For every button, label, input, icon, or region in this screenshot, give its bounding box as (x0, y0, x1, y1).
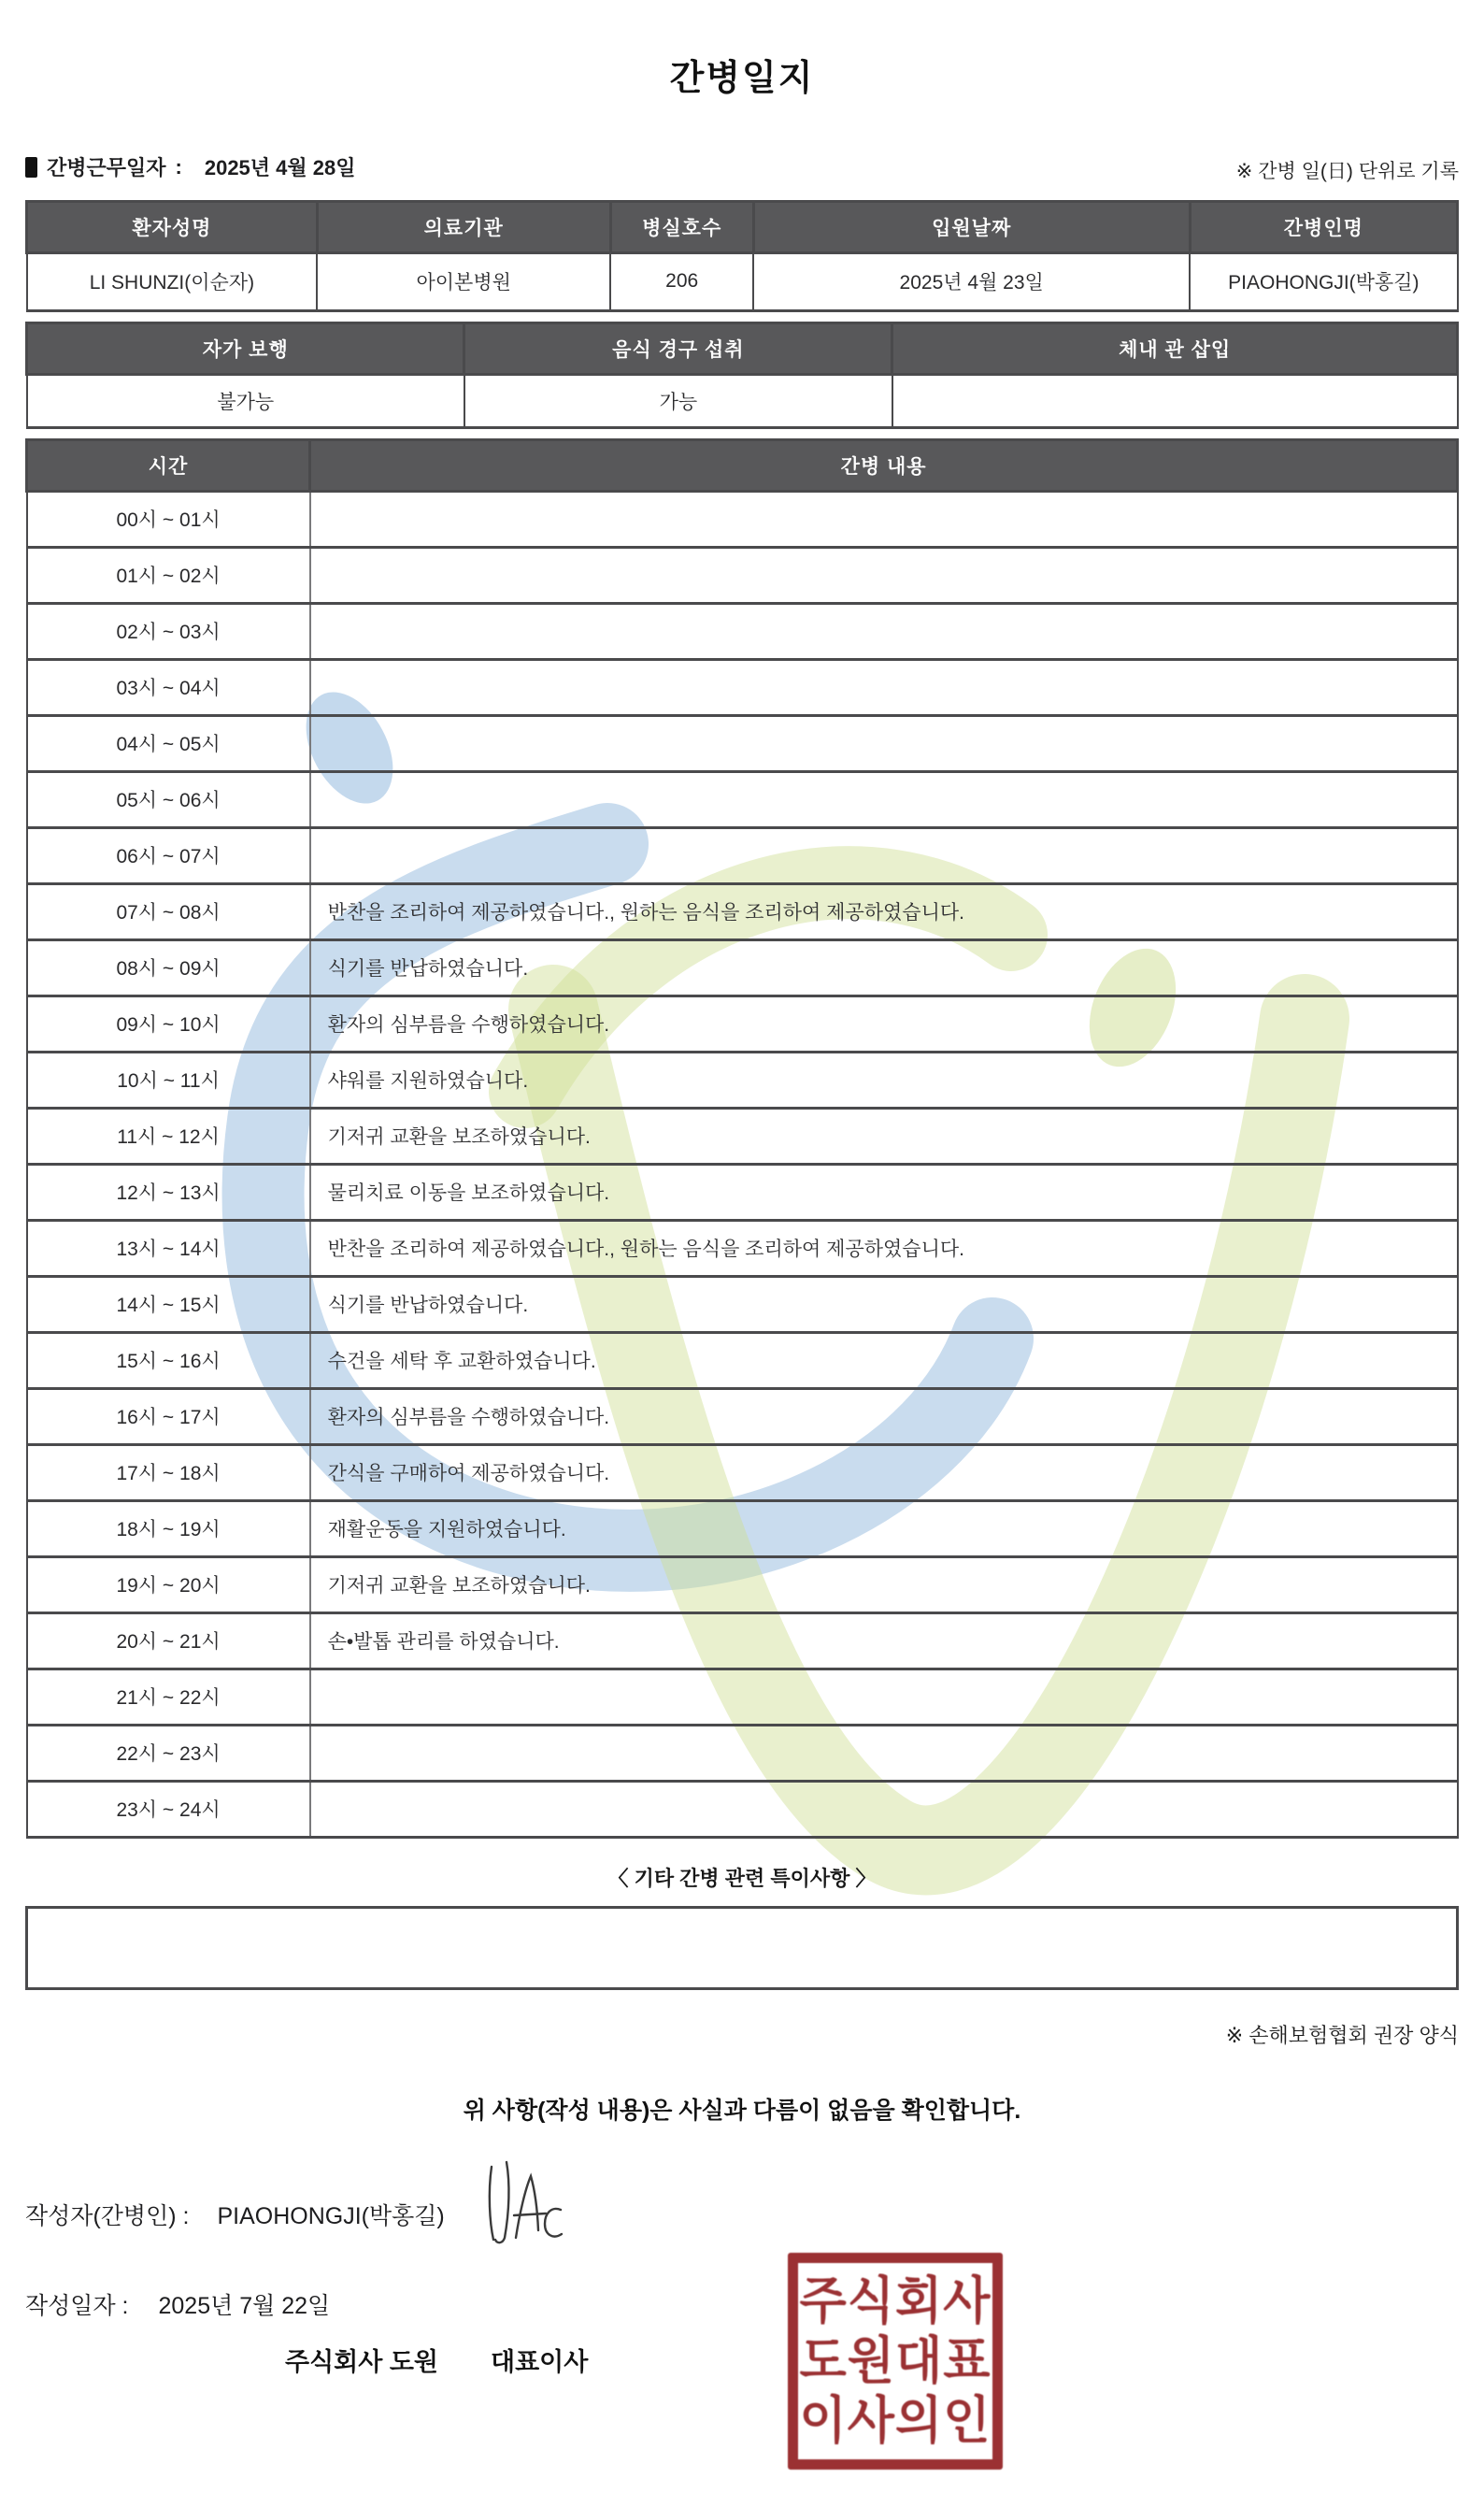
care-content-cell (310, 659, 1458, 715)
time-slot-label: 20시 ~ 21시 (27, 1612, 310, 1669)
page-title: 간병일지 (669, 59, 815, 98)
time-slot-label: 22시 ~ 23시 (27, 1725, 310, 1781)
header-time: 시간 (27, 439, 310, 491)
handwritten-signature (478, 2157, 572, 2246)
care-log-row (27, 1781, 1458, 1837)
room-number-value: 206 (610, 252, 753, 310)
care-content-cell: 반찬을 조리하여 제공하였습니다., 원하는 음식을 조리하여 제공하였습니다. (310, 883, 1458, 939)
time-slot-label: 06시 ~ 07시 (27, 827, 310, 883)
header-patient-name: 환자성명 (27, 201, 318, 252)
time-slot-label: 17시 ~ 18시 (27, 1444, 310, 1500)
patient-status-table (25, 322, 1459, 429)
time-slot-label: 08시 ~ 09시 (27, 939, 310, 996)
care-log-row (27, 1108, 1458, 1164)
care-content-cell (310, 771, 1458, 827)
time-slot-label: 00시 ~ 01시 (27, 491, 310, 547)
care-content-cell: 간식을 구매하여 제공하였습니다. (310, 1444, 1458, 1500)
care-content-cell: 물리치료 이동을 보조하였습니다. (310, 1164, 1458, 1220)
care-content-cell (310, 603, 1458, 659)
care-content-cell: 기저귀 교환을 보조하였습니다. (310, 1108, 1458, 1164)
time-slot-label: 21시 ~ 22시 (27, 1669, 310, 1725)
care-content-cell: 환자의 심부름을 수행하였습니다. (310, 1388, 1458, 1444)
date-label: 작성일자 : (25, 2292, 129, 2319)
time-slot-label: 14시 ~ 15시 (27, 1276, 310, 1332)
header-internal-tube: 체내 관 삽입 (892, 322, 1458, 374)
care-log-row (27, 771, 1458, 827)
care-log-row (27, 1725, 1458, 1781)
time-slot-label: 13시 ~ 14시 (27, 1220, 310, 1276)
header-caregiver-name: 간병인명 (1190, 201, 1457, 252)
internal-tube-value (892, 374, 1458, 427)
oral-intake-value: 가능 (464, 374, 892, 427)
care-log-row (27, 1556, 1458, 1612)
care-log-row (27, 1669, 1458, 1725)
care-content-cell (310, 1725, 1458, 1781)
care-content-cell (310, 491, 1458, 547)
care-content-cell: 환자의 심부름을 수행하였습니다. (310, 996, 1458, 1052)
patient-info-value-row (27, 252, 1458, 310)
time-slot-label: 05시 ~ 06시 (27, 771, 310, 827)
care-log-row (27, 659, 1458, 715)
form-note: ※ 손해보험협회 권장 양식 (1225, 2023, 1459, 2047)
header-room-number: 병실호수 (610, 201, 753, 252)
stamp-line-1: 주식회사 (799, 2272, 992, 2330)
care-log-row (27, 603, 1458, 659)
care-log-row (27, 1388, 1458, 1444)
confirmation-statement: 위 사항(작성 내용)은 사실과 다름이 없음을 확인합니다. (463, 2097, 1021, 2124)
stamp-line-3: 이사의인 (799, 2392, 992, 2450)
square-bullet-icon (25, 157, 37, 178)
care-content-cell: 식기를 반납하였습니다. (310, 939, 1458, 996)
care-log-row (27, 939, 1458, 996)
work-date-line (25, 152, 355, 181)
time-slot-label: 02시 ~ 03시 (27, 603, 310, 659)
stamp-line-2: 도원대표 (799, 2332, 992, 2390)
care-content-cell (310, 715, 1458, 771)
patient-info-table (25, 200, 1459, 312)
date-row (25, 2287, 1459, 2321)
status-value-row (27, 374, 1458, 427)
ceo-label: 대표이사 (491, 2348, 589, 2376)
writer-row (25, 2184, 1459, 2246)
care-content-cell: 식기를 반납하였습니다. (310, 1276, 1458, 1332)
time-slot-label: 23시 ~ 24시 (27, 1781, 310, 1837)
patient-info-header-row (27, 201, 1458, 252)
time-slot-label: 07시 ~ 08시 (27, 883, 310, 939)
time-slot-label: 16시 ~ 17시 (27, 1388, 310, 1444)
writer-label: 작성자(간병인) : (25, 2203, 190, 2229)
care-log-row (27, 1052, 1458, 1108)
care-content-cell (310, 827, 1458, 883)
company-name: 주식회사 도원 (285, 2348, 438, 2376)
care-content-cell (310, 1669, 1458, 1725)
time-slot-label: 11시 ~ 12시 (27, 1108, 310, 1164)
unit-note: ※ 간병 일(日) 단위로 기록 (1235, 160, 1459, 182)
remarks-box (25, 1906, 1459, 1990)
header-oral-intake: 음식 경구 섭취 (464, 322, 892, 374)
care-log-header-row (27, 439, 1458, 491)
care-log-body (27, 491, 1458, 1837)
time-slot-label: 03시 ~ 04시 (27, 659, 310, 715)
header-self-walking: 자가 보행 (27, 322, 464, 374)
care-content-cell: 손•발톱 관리를 하였습니다. (310, 1612, 1458, 1669)
care-log-row (27, 715, 1458, 771)
medical-institution-value: 아이본병원 (317, 252, 610, 310)
caregiver-name-value: PIAOHONGJI(박홍길) (1190, 252, 1457, 310)
admission-date-value: 2025년 4월 23일 (753, 252, 1190, 310)
care-log-row (27, 491, 1458, 547)
care-log-table (25, 438, 1459, 1839)
care-log-row (27, 827, 1458, 883)
work-date-separator: : (175, 154, 182, 179)
care-content-cell: 샤워를 지원하였습니다. (310, 1052, 1458, 1108)
time-slot-label: 01시 ~ 02시 (27, 547, 310, 603)
care-content-cell (310, 547, 1458, 603)
care-log-row (27, 883, 1458, 939)
care-log-row (27, 1164, 1458, 1220)
care-content-cell (310, 1781, 1458, 1837)
status-header-row (27, 322, 1458, 374)
time-slot-label: 19시 ~ 20시 (27, 1556, 310, 1612)
care-log-row (27, 996, 1458, 1052)
time-slot-label: 09시 ~ 10시 (27, 996, 310, 1052)
care-log-row (27, 1500, 1458, 1556)
patient-name-value: LI SHUNZI(이순자) (27, 252, 318, 310)
time-slot-label: 10시 ~ 11시 (27, 1052, 310, 1108)
time-slot-label: 15시 ~ 16시 (27, 1332, 310, 1388)
care-log-row (27, 1276, 1458, 1332)
time-slot-label: 12시 ~ 13시 (27, 1164, 310, 1220)
time-slot-label: 18시 ~ 19시 (27, 1500, 310, 1556)
header-admission-date: 입원날짜 (753, 201, 1190, 252)
header-medical-institution: 의료기관 (317, 201, 610, 252)
remarks-title: 〈 기타 간병 관련 특이사항 〉 (607, 1866, 877, 1890)
time-slot-label: 04시 ~ 05시 (27, 715, 310, 771)
care-content-cell: 수건을 세탁 후 교환하였습니다. (310, 1332, 1458, 1388)
care-log-row (27, 547, 1458, 603)
care-content-cell: 기저귀 교환을 보조하였습니다. (310, 1556, 1458, 1612)
writer-name: PIAOHONGJI(박홍길) (217, 2203, 445, 2229)
care-log-row (27, 1220, 1458, 1276)
care-log-row (27, 1444, 1458, 1500)
meta-row (25, 152, 1459, 184)
care-content-cell: 재활운동을 지원하였습니다. (310, 1500, 1458, 1556)
care-content-cell: 반찬을 조리하여 제공하였습니다., 원하는 음식을 조리하여 제공하였습니다. (310, 1220, 1458, 1276)
care-log-row (27, 1612, 1458, 1669)
work-date-label: 간병근무일자 (47, 156, 166, 179)
work-date-value: 2025년 4월 28일 (204, 156, 356, 179)
self-walking-value: 불가능 (27, 374, 464, 427)
care-log-row (27, 1332, 1458, 1388)
date-value: 2025년 7월 22일 (158, 2292, 331, 2319)
header-care-content: 간병 내용 (310, 439, 1458, 491)
